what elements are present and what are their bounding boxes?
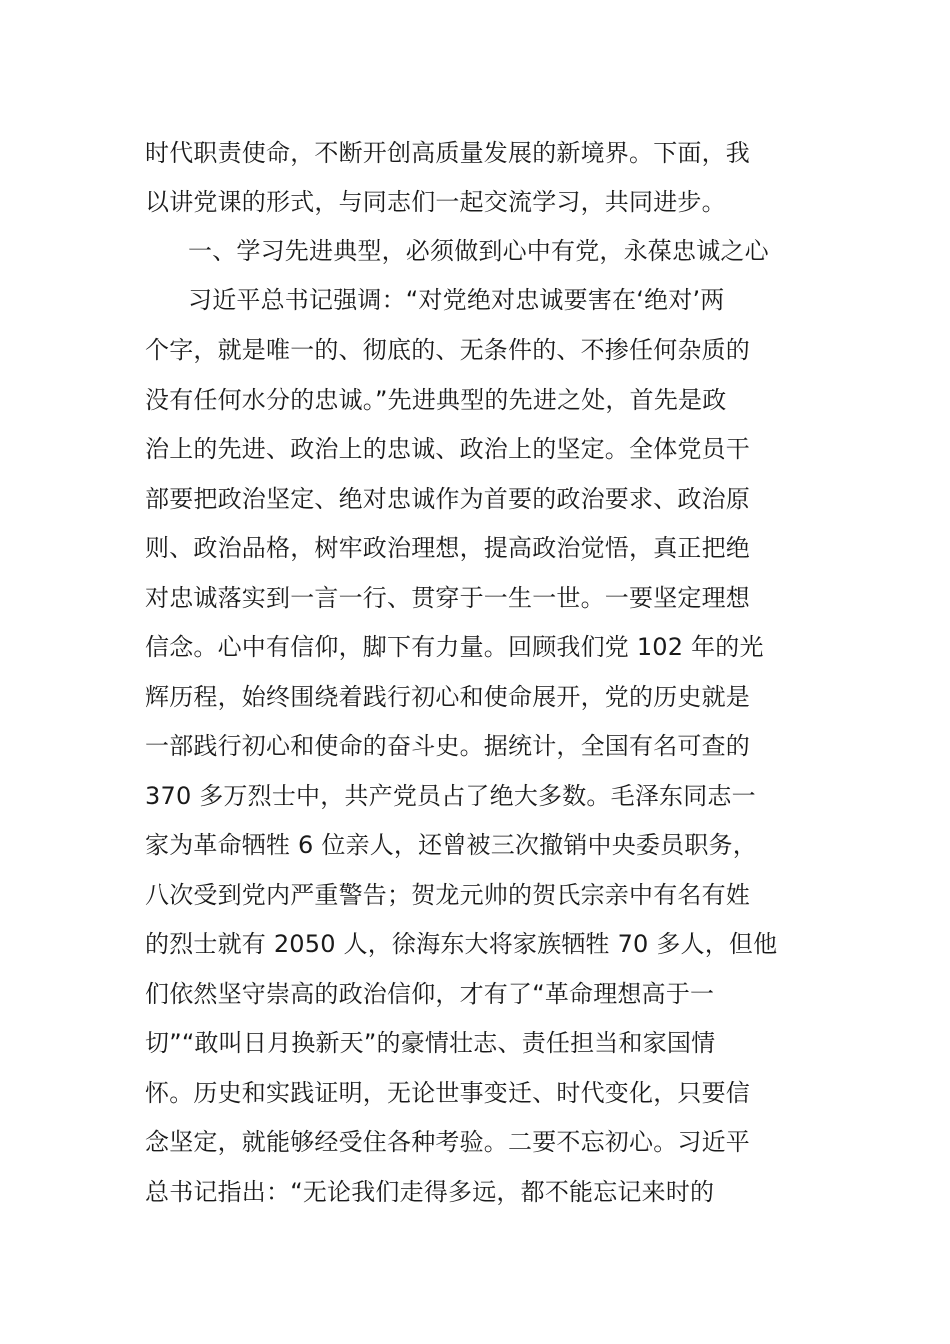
text-line: 370 多万烈士中，共产党员占了绝大多数。毛泽东同志一 — [145, 782, 756, 810]
text-line: 切”“敢叫日月换新天”的豪情壮志、责任担当和家国情 — [145, 1029, 716, 1057]
text-line: 习近平总书记强调：“对党绝对忠诚要害在‘绝对’两 — [188, 286, 725, 314]
section-heading: 一、学习先进典型，必须做到心中有党，永葆忠诚之心 — [188, 237, 769, 265]
text-line: 则、政治品格，树牢政治理想，提高政治觉悟，真正把绝 — [145, 534, 750, 562]
text-line: 怀。历史和实践证明，无论世事变迁、时代变化，只要信 — [145, 1079, 750, 1107]
text-line: 总书记指出：“无论我们走得多远，都不能忘记来时的 — [145, 1178, 715, 1206]
text-line: 时代职责使命，不断开创高质量发展的新境界。下面，我 — [145, 139, 750, 167]
text-line: 对忠诚落实到一言一行、贯穿于一生一世。一要坚定理想 — [145, 584, 750, 612]
text-line: 辉历程，始终围绕着践行初心和使命展开，党的历史就是 — [145, 683, 750, 711]
text-line: 没有任何水分的忠诚。”先进典型的先进之处，首先是政 — [145, 386, 727, 414]
text-line: 治上的先进、政治上的忠诚、政治上的坚定。全体党员干 — [145, 435, 750, 463]
text-line: 的烈士就有 2050 人，徐海东大将家族牺牲 70 多人，但他 — [145, 930, 778, 958]
text-line: 信念。心中有信仰，脚下有力量。回顾我们党 102 年的光 — [145, 633, 764, 661]
text-line: 个字，就是唯一的、彻底的、无条件的、不掺任何杂质的 — [145, 336, 750, 364]
text-line: 八次受到党内严重警告；贺龙元帅的贺氏宗亲中有名有姓 — [145, 881, 750, 909]
text-line: 以讲党课的形式，与同志们一起交流学习，共同进步。 — [145, 188, 726, 216]
text-line: 们依然坚守崇高的政治信仰，才有了“革命理想高于一 — [145, 980, 715, 1008]
text-line: 部要把政治坚定、绝对忠诚作为首要的政治要求、政治原 — [145, 485, 750, 513]
text-line: 家为革命牺牲 6 位亲人，还曾被三次撤销中央委员职务， — [145, 831, 757, 859]
text-line: 念坚定，就能够经受住各种考验。二要不忘初心。习近平 — [145, 1128, 750, 1156]
text-line: 一部践行初心和使命的奋斗史。据统计，全国有名可查的 — [145, 732, 750, 760]
